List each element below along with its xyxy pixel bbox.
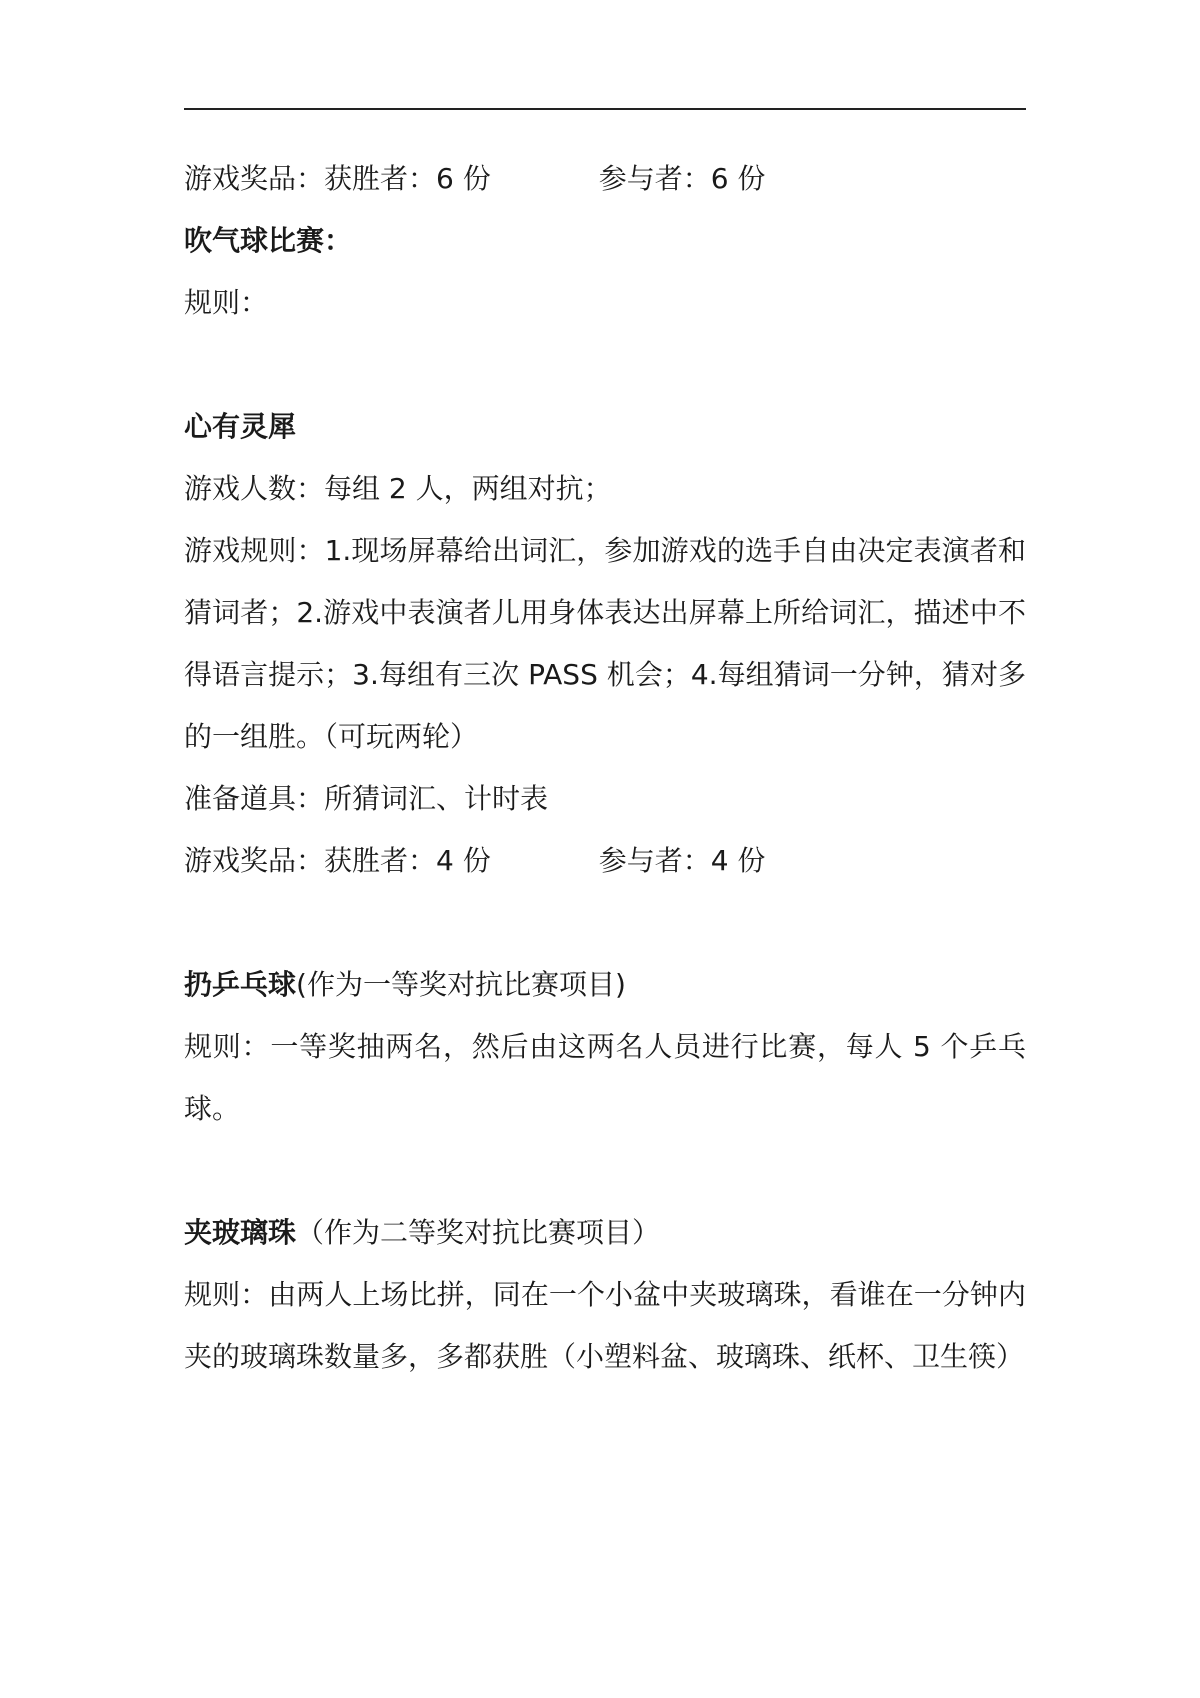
- prize-participants-text: 参与者：6 份: [598, 162, 766, 195]
- marbles-title-rest: （作为二等奖对抗比赛项目）: [296, 1216, 661, 1249]
- marbles-title: [184, 1202, 1026, 1264]
- balloon-title: 吹气球比赛：: [184, 224, 353, 257]
- prize-line-first: [184, 148, 1026, 210]
- telepathy-prize-participants: 参与者：4 份: [598, 844, 766, 877]
- telepathy-rules: 游戏规则：1.现场屏幕给出词汇，参加游戏的选手自由决定表演者和猜词者；2.游戏中表演者儿用身体表达出屏幕上所给词汇，描述中不得语言提示；3.每组有三次 PASS 机会；4.每组猜词一分钟，猜对多的一组胜。（可玩两轮）: [184, 534, 1026, 753]
- telepathy-prize-winners: 游戏奖品：获胜者：4 份: [184, 844, 491, 877]
- pingpong-title-rest: (作为一等奖对抗比赛项目): [296, 968, 626, 1001]
- telepathy-props: 准备道具：所猜词汇、计时表: [184, 782, 549, 815]
- telepathy-players: 游戏人数：每组 2 人，两组对抗；: [184, 472, 612, 505]
- telepathy-title: 心有灵犀: [184, 410, 297, 443]
- telepathy-prize-line: [184, 830, 1026, 892]
- marbles-title-bold: 夹玻璃珠: [184, 1216, 297, 1249]
- header-rule: [184, 108, 1026, 110]
- pingpong-title: [184, 954, 1026, 1016]
- document-body: [184, 148, 1026, 1388]
- marbles-rules: 规则：由两人上场比拼，同在一个小盆中夹玻璃珠，看谁在一分钟内夹的玻璃珠数量多，多都获胜（小塑料盆、玻璃珠、纸杯、卫生筷）: [184, 1278, 1026, 1373]
- balloon-rules: 规则：: [184, 286, 269, 319]
- pingpong-title-bold: 扔乒乓球: [184, 968, 297, 1001]
- prize-winners-text: 游戏奖品：获胜者：6 份: [184, 162, 491, 195]
- pingpong-rules: 规则：一等奖抽两名，然后由这两名人员进行比赛，每人 5 个乒乓球。: [184, 1030, 1026, 1125]
